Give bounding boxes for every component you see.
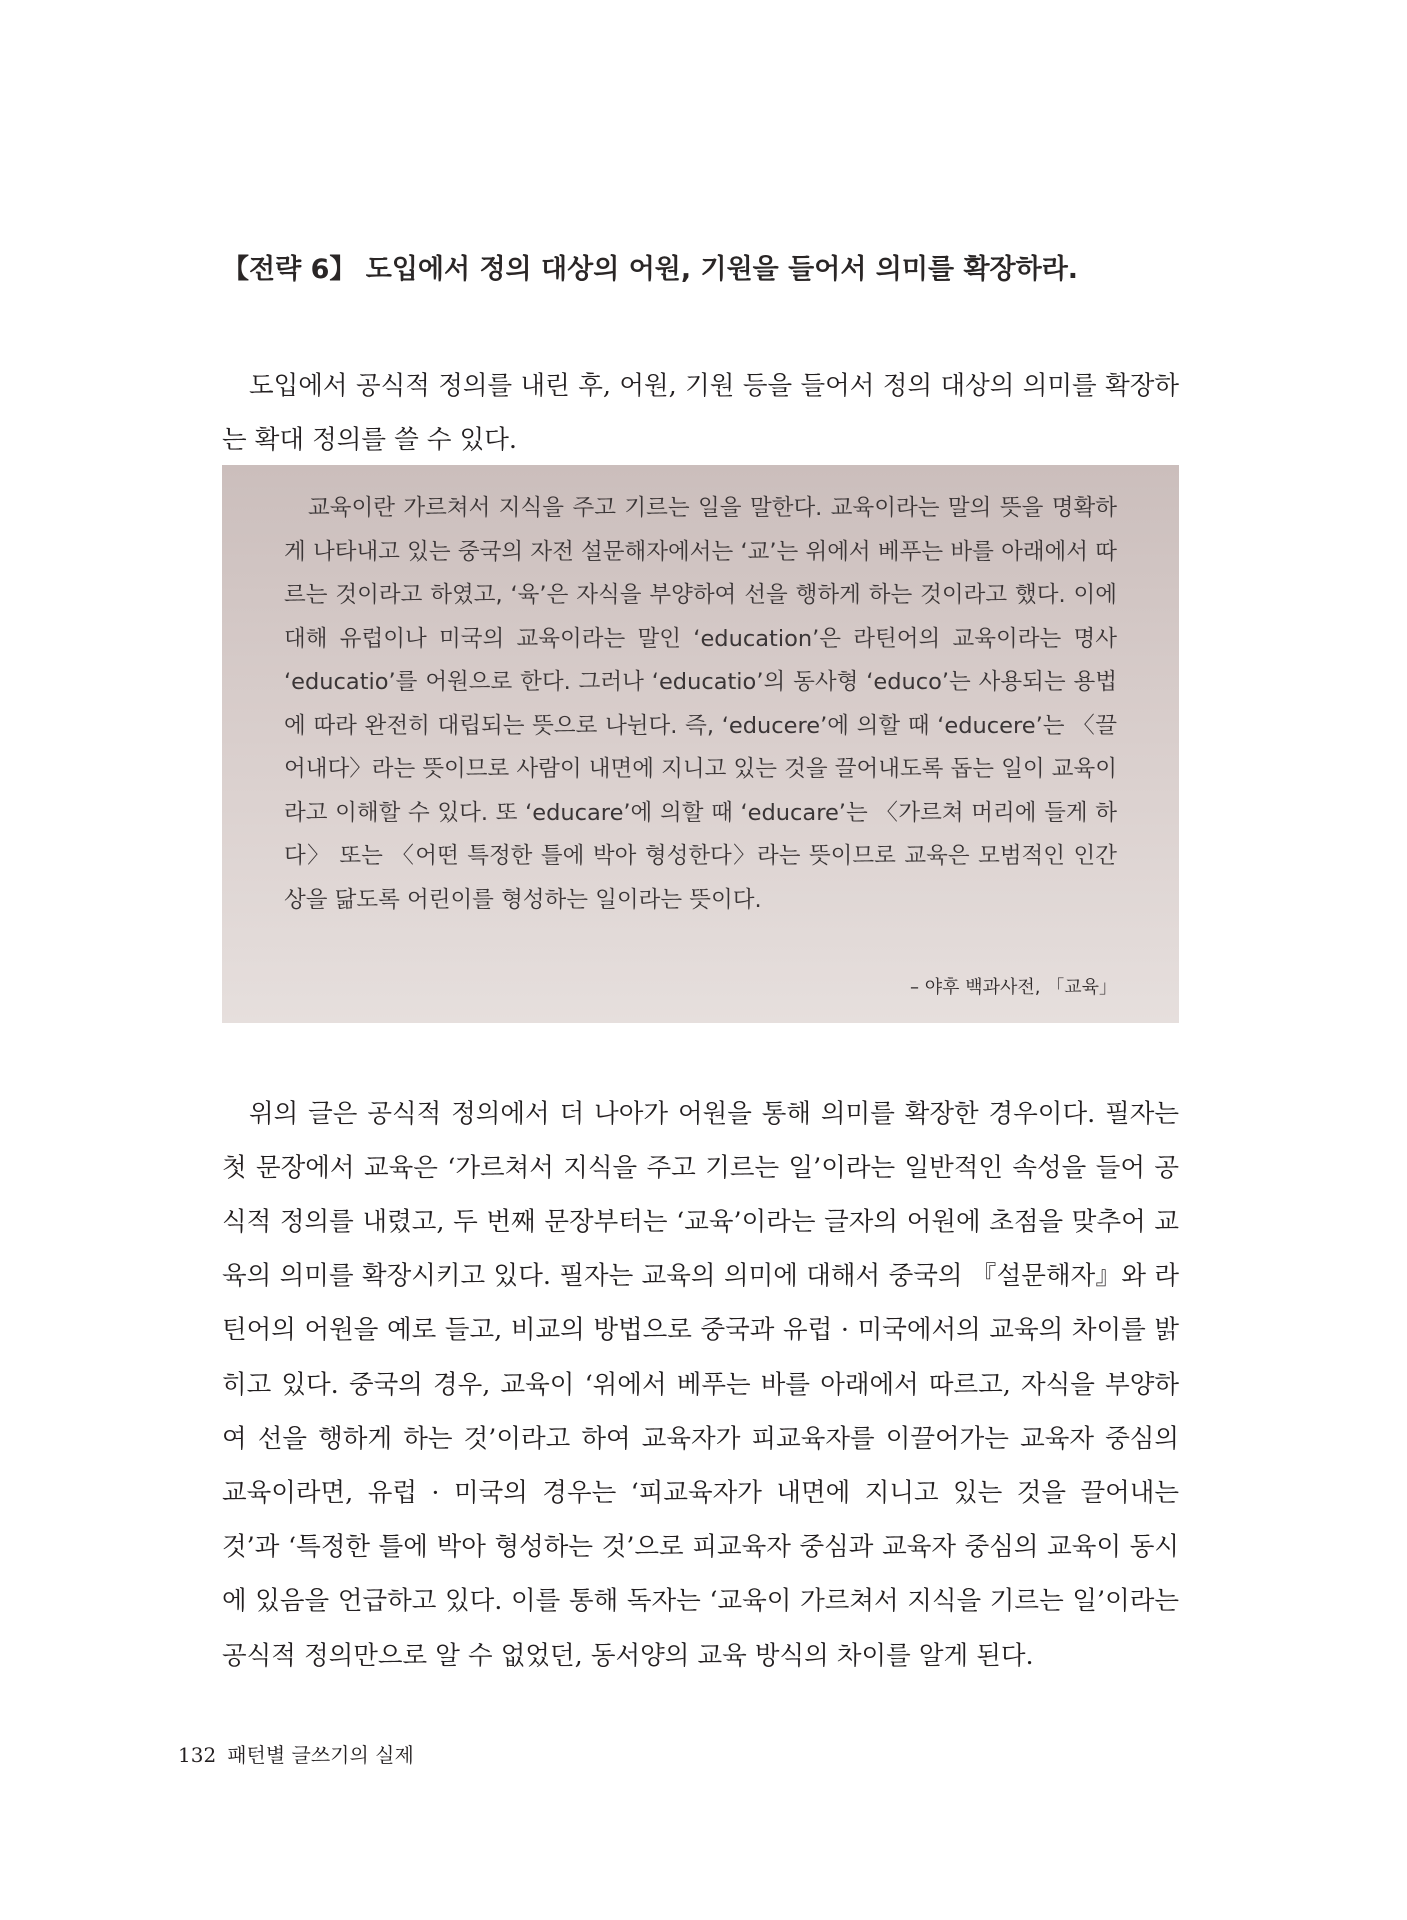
quote-box bbox=[222, 465, 1179, 1023]
quote-text: 교육이란 가르쳐서 지식을 주고 기르는 일을 말한다. 교육이라는 말의 뜻을 명확하게 나타내고 있는 중국의 자전 설문해자에서는 ‘교’는 위에서 베푸는 바를 아래에서 따르는 것이라고 하였고, ‘육’은 자식을 부양하여 선을 행하게 하는 것이라고 했다. 이에 대해 유럽이나 미국의 교육이라는 말인 ‘education’은 라틴어의 교육이라는 명사 ‘educatio’를 어원으로 한다. 그러나 ‘educatio’의 동사형 ‘educo’는 사용되는 용법에 따라 완전히 대립되는 뜻으로 나뉜다. 즉, ‘educere’에 의할 때 ‘educere’는 〈끌어내다〉라는 뜻이므로 사람이 내면에 지니고 있는 것을 끌어내도록 돕는 일이 교육이라고 이해할 수 있다. 또 ‘educare’에 의할 때 ‘educare’는 〈가르쳐 머리에 들게 하다〉 또는 〈어떤 특정한 틀에 박아 형성한다〉라는 뜻이므로 교육은 모범적인 인간상을 닮도록 어린이를 형성하는 일이라는 뜻이다. bbox=[284, 495, 1118, 913]
book-title: 패턴별 글쓰기의 실제 bbox=[227, 1743, 414, 1767]
page-number: 132 bbox=[178, 1743, 217, 1767]
quote-source: – 야후 백과사전, 「교육」 bbox=[910, 977, 1117, 998]
page-footer bbox=[178, 1740, 414, 1771]
strategy-heading: 【전략 6】 도입에서 정의 대상의 어원, 기원을 들어서 의미를 확장하라. bbox=[222, 254, 1079, 286]
intro-paragraph: 도입에서 공식적 정의를 내린 후, 어원, 기원 등을 들어서 정의 대상의 의미를 확장하는 확대 정의를 쓸 수 있다. bbox=[222, 370, 1179, 455]
analysis-paragraph: 위의 글은 공식적 정의에서 더 나아가 어원을 통해 의미를 확장한 경우이다. 필자는 첫 문장에서 교육은 ‘가르쳐서 지식을 주고 기르는 일’이라는 일반적인 속성을 들어 공식적 정의를 내렸고, 두 번째 문장부터는 ‘교육’이라는 글자의 어원에 초점을 맞추어 교육의 의미를 확장시키고 있다. 필자는 교육의 의미에 대해서 중국의 『설문해자』와 라틴어의 어원을 예로 들고, 비교의 방법으로 중국과 유럽 · 미국에서의 교육의 차이를 밝히고 있다. 중국의 경우, 교육이 ‘위에서 베푸는 바를 아래에서 따르고, 자식을 부양하여 선을 행하게 하는 것’이라고 하여 교육자가 피교육자를 이끌어가는 교육자 중심의 교육이라면, 유럽 · 미국의 경우는 ‘피교육자가 내면에 지니고 있는 것을 끌어내는 것’과 ‘특정한 틀에 박아 형성하는 것’으로 피교육자 중심과 교육자 중심의 교육이 동시에 있음을 언급하고 있다. 이를 통해 독자는 ‘교육이 가르쳐서 지식을 기르는 일’이라는 공식적 정의만으로 알 수 없었던, 동서양의 교육 방식의 차이를 알게 된다. bbox=[222, 1098, 1179, 1671]
